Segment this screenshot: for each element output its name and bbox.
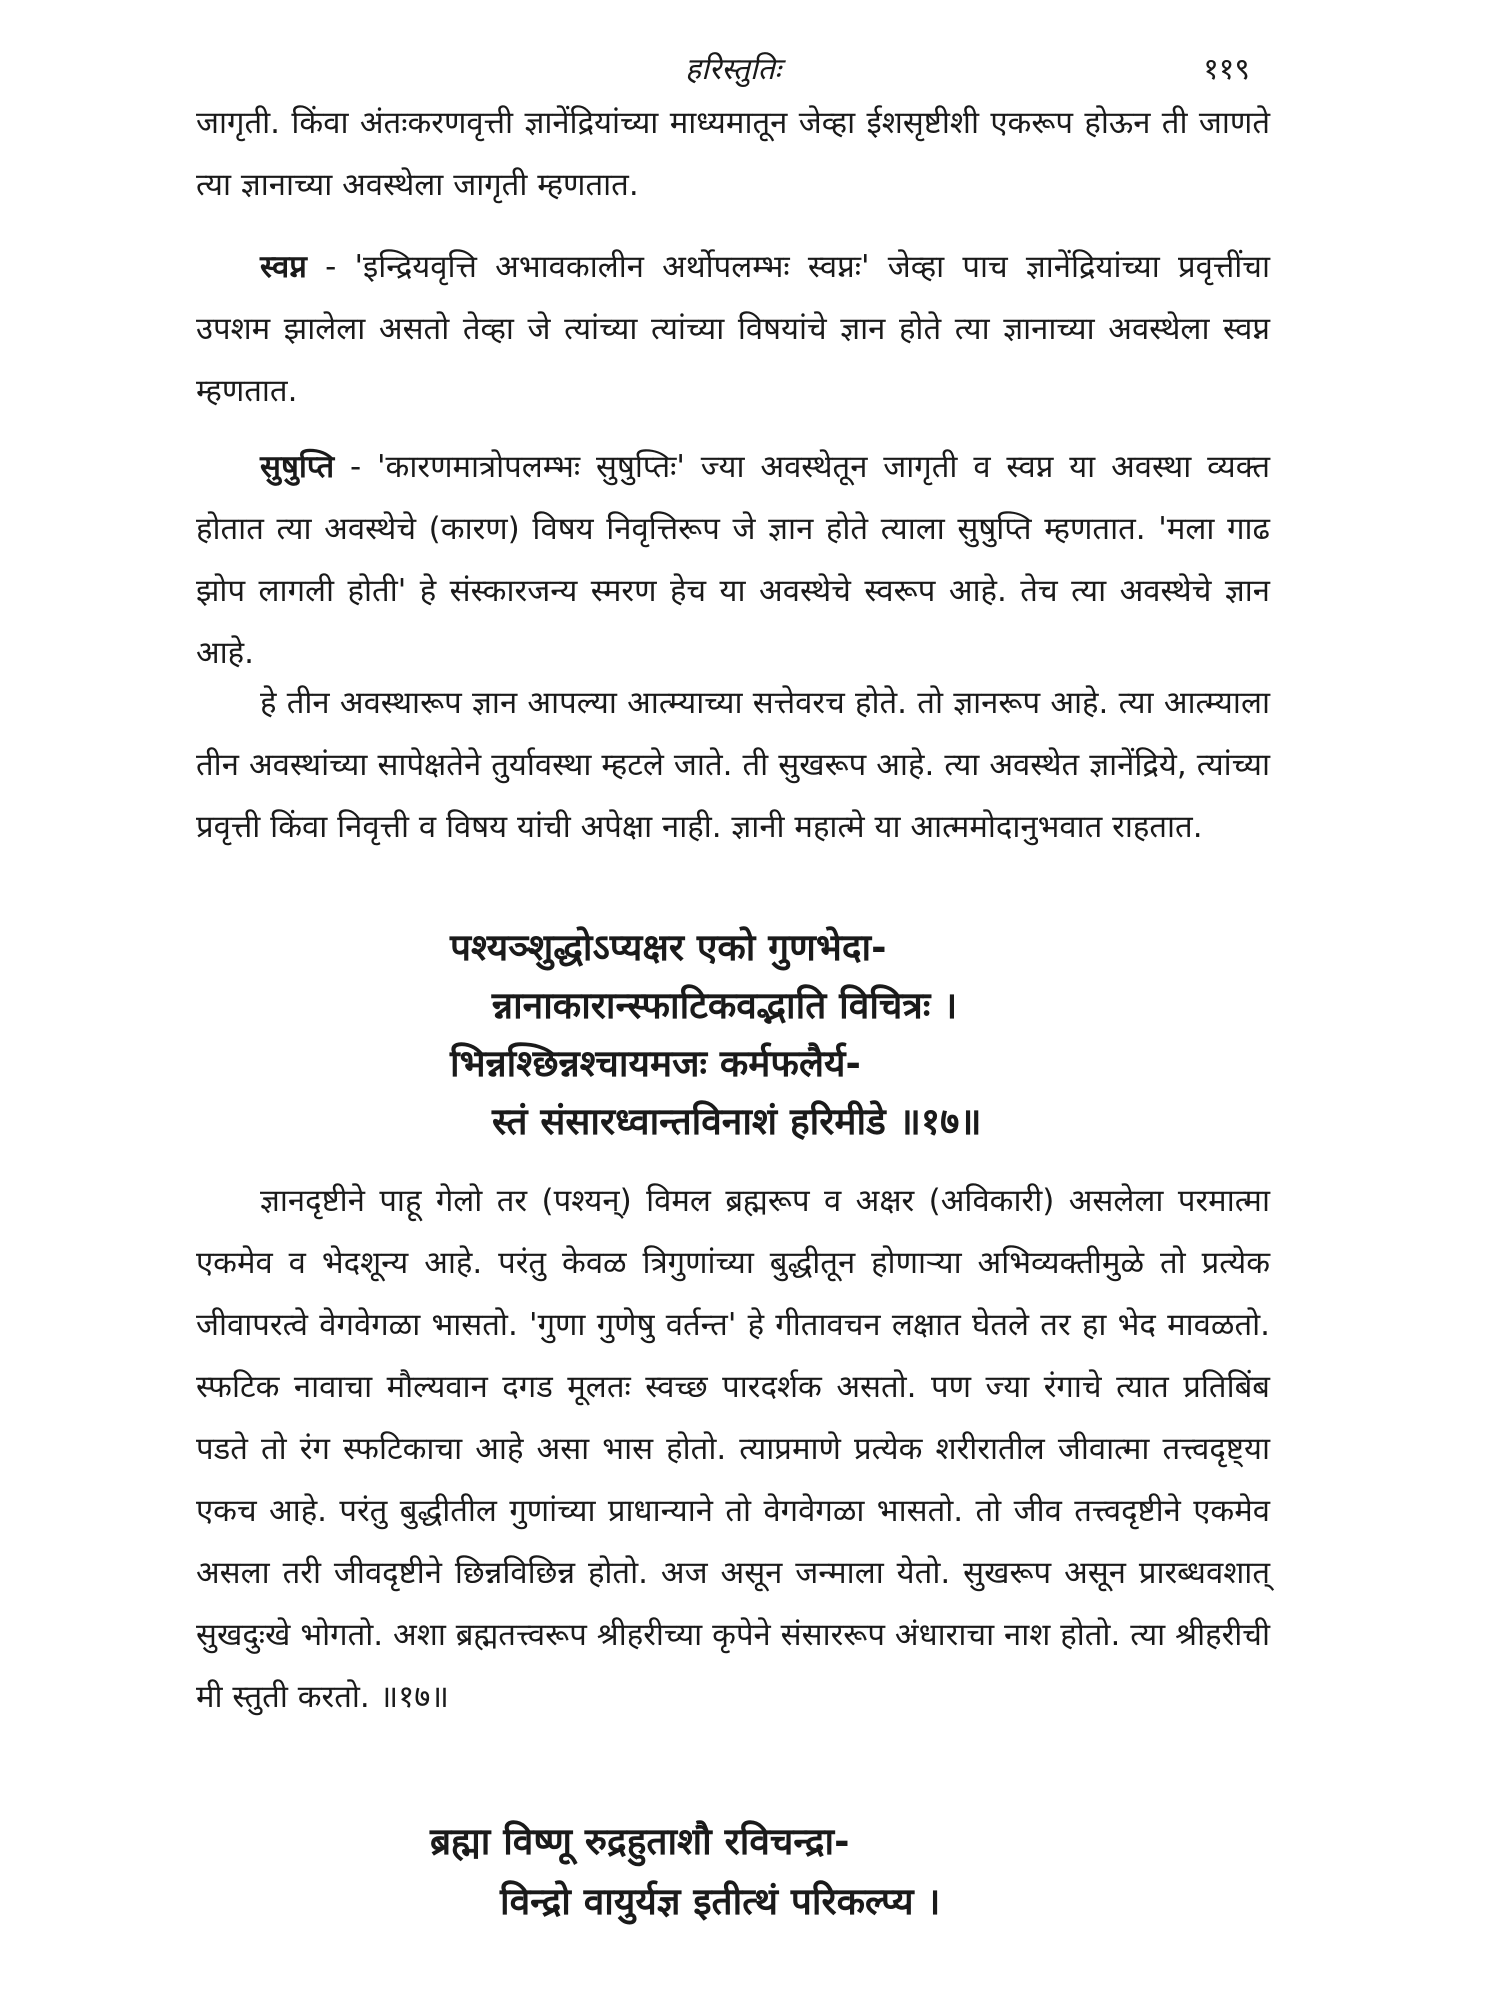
- term-swapna: स्वप्न: [260, 249, 307, 285]
- running-header: [196, 40, 1270, 100]
- verse-17-line-3: भिन्नश्छिन्नश्चायमजः कर्मफलैर्य-: [450, 1042, 861, 1085]
- verse-17-line-4: स्तं संसारध्वान्तविनाशं हरिमीडे ॥१७॥: [492, 1100, 982, 1143]
- book-page: [196, 0, 1270, 2000]
- paragraph-turya: हे तीन अवस्थारूप ज्ञान आपल्या आत्म्याच्या सत्तेवरच होते. तो ज्ञानरूप आहे. त्या आत्म्याला तीन अवस्थांच्या सापेक्षतेने तुर्यावस्था म्हटले जाते. ती सुखरूप आहे. त्या अवस्थेत ज्ञानेंद्रिये, त्यांच्या प्रवृत्ती किंवा निवृत्ती व विषय यांची अपेक्षा नाही. ज्ञानी महात्मे या आत्ममोदानुभवात राहतात.: [196, 685, 1270, 845]
- verse-17-line-1: पश्यञ्शुद्धोऽप्यक्षर एको गुणभेदा-: [450, 926, 887, 969]
- verse-18-line-1: ब्रह्मा विष्णू रुद्रहुताशौ रविचन्द्रा-: [430, 1820, 850, 1863]
- paragraph-sushupti-text: - 'कारणमात्रोपलम्भः सुषुप्तिः' ज्या अवस्थेतून जागृती व स्वप्न या अवस्था व्यक्त होतात त्या अवस्थेचे (कारण) विषय निवृत्तिरूप जे ज्ञान होते त्याला सुषुप्ति म्हणतात. 'मला गाढ झोप लागली होती' हे संस्कारजन्य स्मरण हेच या अवस्थेचे स्वरूप आहे. तेच त्या अवस्थेचे ज्ञान आहे.: [196, 449, 1270, 671]
- page-number: ११९: [1203, 52, 1250, 87]
- paragraph-commentary-17: ज्ञानदृष्टीने पाहू गेलो तर (पश्यन्) विमल ब्रह्मरूप व अक्षर (अविकारी) असलेला परमात्मा एकमेव व भेदशून्य आहे. परंतु केवळ त्रिगुणांच्या बुद्धीतून होणाऱ्या अभिव्यक्तीमुळे तो प्रत्येक जीवापरत्वे वेगवेगळा भासतो. 'गुणा गुणेषु वर्तन्त' हे गीतावचन लक्षात घेतले तर हा भेद मावळतो. स्फटिक नावाचा मौल्यवान दगड मूलतः स्वच्छ पारदर्शक असतो. पण ज्या रंगाचे त्यात प्रतिबिंब पडते तो रंग स्फटिकाचा आहे असा भास होतो. त्याप्रमाणे प्रत्येक शरीरातील जीवात्मा तत्त्वदृष्ट्या एकच आहे. परंतु बुद्धीतील गुणांच्या प्राधान्याने तो वेगवेगळा भासतो. तो जीव तत्त्वदृष्टीने एकमेव असला तरी जीवदृष्टीने छिन्नविछिन्न होतो. अज असून जन्माला येतो. सुखरूप असून प्रारब्धवशात् सुखदुःखे भोगतो. अशा ब्रह्मतत्त्वरूप श्रीहरीच्या कृपेने संसाररूप अंधाराचा नाश होतो. त्या श्रीहरीची मी स्तुती करतो. ॥१७॥: [196, 1183, 1270, 1715]
- paragraph-swapna: [196, 236, 1270, 422]
- paragraph-sushupti: [196, 436, 1270, 684]
- paragraph-swapna-text: - 'इन्द्रियवृत्ति अभावकालीन अर्थोपलम्भः स्वप्नः' जेव्हा पाच ज्ञानेंद्रियांच्या प्रवृत्तींचा उपशम झालेला असतो तेव्हा जे त्यांच्या त्यांच्या विषयांचे ज्ञान होते त्या ज्ञानाच्या अवस्थेला स्वप्न म्हणतात.: [196, 249, 1270, 409]
- verse-18-line-2: विन्द्रो वायुर्यज्ञ इतीत्थं परिकल्प्य ।: [500, 1880, 941, 1923]
- term-sushupti: सुषुप्ति: [260, 449, 335, 485]
- running-title: हरिस्तुतिः: [685, 52, 781, 87]
- verse-17-line-2: न्नानाकारान्स्फाटिकवद्भाति विचित्रः ।: [492, 984, 958, 1027]
- paragraph-jagruti: जागृती. किंवा अंतःकरणवृत्ती ज्ञानेंद्रियांच्या माध्यमातून जेव्हा ईशसृष्टीशी एकरूप होऊन ती जाणते त्या ज्ञानाच्या अवस्थेला जागृती म्हणतात.: [196, 105, 1270, 203]
